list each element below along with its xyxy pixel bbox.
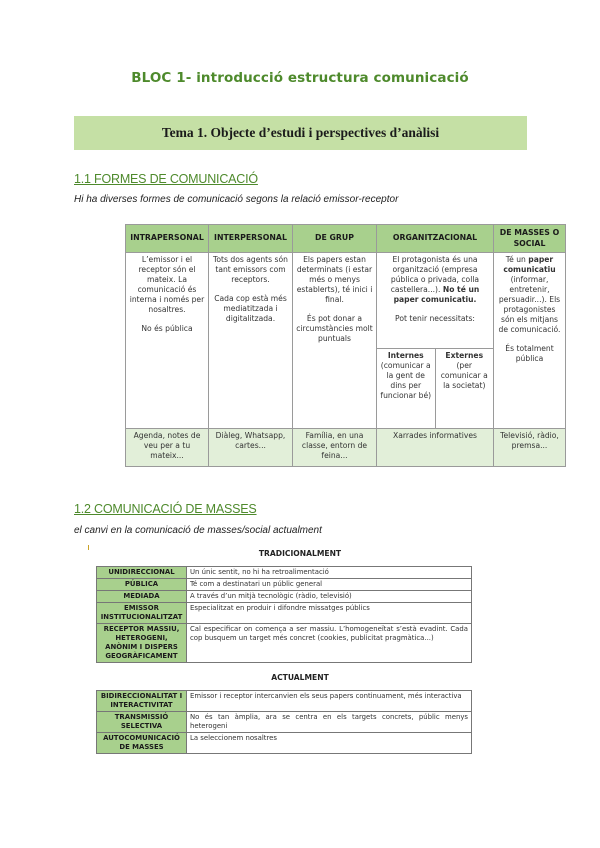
- trait-key: AUTOCOMUNICACIÓ DE MASSES: [97, 732, 187, 753]
- section-heading-masses: 1.2 COMUNICACIÓ DE MASSES: [74, 502, 257, 516]
- subcell-title: Internes: [387, 351, 424, 360]
- header-de-masses: DE MASSES O SOCIAL: [494, 225, 566, 253]
- example-interpersonal: Diàleg, Whatsapp, cartes...: [209, 429, 293, 467]
- table-row: [97, 602, 472, 623]
- current-label: ACTUALMENT: [271, 673, 329, 682]
- cell-bold-text: No té un paper comunicatiu.: [393, 285, 480, 305]
- traditional-table: [96, 566, 472, 663]
- subcell-externes: [435, 349, 494, 428]
- cell-text: El protagonista és una organització (empresa pública o privada, colla castellera...).: [390, 255, 480, 295]
- header-de-grup: DE GRUP: [293, 225, 377, 253]
- trait-key: UNIDIRECCIONAL: [97, 567, 187, 579]
- table-row: [97, 691, 472, 712]
- header-intrapersonal: INTRAPERSONAL: [126, 225, 209, 253]
- trait-value: No és tan àmplia, ara se centra en els targets concrets, públic menys heterogeni: [187, 711, 472, 732]
- table-row: [97, 711, 472, 732]
- cell-de-masses: [494, 253, 566, 429]
- cell-bold-text: paper comunicatiu: [503, 255, 556, 275]
- trait-value: A través d’un mitjà tecnològic (ràdio, televisió): [187, 590, 472, 602]
- trait-value: Cal especificar on comença a ser massiu. L’homogeneïtat s’està evadint. Cada cop busquem un target més concret (cookies, publicitat pragmàtica...): [187, 623, 472, 662]
- table-row: [126, 253, 566, 349]
- trait-key: TRANSMISSIÓ SELECTIVA: [97, 711, 187, 732]
- trait-key: PÚBLICA: [97, 578, 187, 590]
- cell-text: Té un: [505, 255, 529, 264]
- current-table: [96, 690, 472, 754]
- example-de-masses: Televisió, ràdio, premsa...: [494, 429, 566, 467]
- trait-value: Un únic sentit, no hi ha retroalimentació: [187, 567, 472, 579]
- cell-interpersonal: [209, 253, 293, 429]
- trait-key: RECEPTOR MASSIU, HETEROGENI, ANÒNIM I DISPERS GEOGRÀFICAMENT: [97, 623, 187, 662]
- trait-key: EMISSOR INSTITUCIONALITZAT: [97, 602, 187, 623]
- table-row: [97, 590, 472, 602]
- traditional-label: TRADICIONALMENT: [258, 549, 342, 558]
- theme-title-banner: [74, 116, 527, 150]
- section-heading-forms: 1.1 FORMES DE COMUNICACIÓ: [74, 172, 258, 186]
- cell-text: No és pública: [141, 324, 193, 334]
- cell-organitzacional-needs: [377, 349, 494, 429]
- example-organitzacional: Xarrades informatives: [377, 429, 494, 467]
- trait-value: Especialitzat en produir i difondre missatges públics: [187, 602, 472, 623]
- cell-text: Cada cop està més mediatitzada i digitalitzada.: [214, 294, 287, 324]
- subcell-title: Externes: [445, 351, 484, 360]
- cell-text: L’emissor i el receptor són el mateix. La comunicació és interna i només per nosaltres.: [129, 255, 205, 315]
- table-row: [97, 732, 472, 753]
- example-intrapersonal: Agenda, notes de veu per a tu mateix...: [126, 429, 209, 467]
- subcell-text: (per comunicar a la societat): [440, 361, 488, 391]
- communication-forms-table: [125, 224, 566, 467]
- section-subtitle-forms: Hi ha diverses formes de comunicació segons la relació emissor-receptor: [74, 194, 399, 205]
- document-title: BLOC 1- introducció estructura comunicació: [131, 70, 469, 86]
- theme-title: Tema 1. Objecte d’estudi i perspectives d’anàlisi: [161, 125, 440, 140]
- cell-text: És pot donar a circumstàncies molt puntuals: [296, 314, 373, 344]
- cell-intrapersonal: [126, 253, 209, 429]
- header-interpersonal: INTERPERSONAL: [209, 225, 293, 253]
- subcell-text: (comunicar a la gent de dins per funcionar bé): [380, 361, 432, 401]
- cell-text: És totalment pública: [505, 344, 554, 364]
- section-subtitle-masses: el canvi en la comunicació de masses/social actualment: [74, 525, 322, 536]
- header-organitzacional: ORGANITZACIONAL: [377, 225, 494, 253]
- cell-text: (informar, entretenir, persuadir...). Els protagonistes són els mitjans de comunicació.: [498, 275, 561, 335]
- subcell-internes: [377, 349, 435, 428]
- table-row: [97, 578, 472, 590]
- cell-text: Tots dos agents són tant emissors com receptors.: [213, 255, 288, 285]
- trait-value: Té com a destinatari un públic general: [187, 578, 472, 590]
- cell-text: Pot tenir necessitats:: [395, 314, 475, 324]
- cell-organitzacional: [377, 253, 494, 349]
- cell-de-grup: [293, 253, 377, 429]
- cell-text: Els papers estan determinats (i estar més o menys establerts), té inici i final.: [296, 255, 373, 305]
- table-row: [97, 623, 472, 662]
- trait-value: La seleccionem nosaltres: [187, 732, 472, 753]
- trait-key: MEDIADA: [97, 590, 187, 602]
- table-header-row: [126, 225, 566, 253]
- table-row: [97, 567, 472, 579]
- example-de-grup: Família, en una classe, entorn de feina...: [293, 429, 377, 467]
- examples-row: [126, 429, 566, 467]
- trait-key: BIDIRECCIONALITAT I INTERACTIVITAT: [97, 691, 187, 712]
- trait-value: Emissor i receptor intercanvien els seus papers continuament, més interactiva: [187, 691, 472, 712]
